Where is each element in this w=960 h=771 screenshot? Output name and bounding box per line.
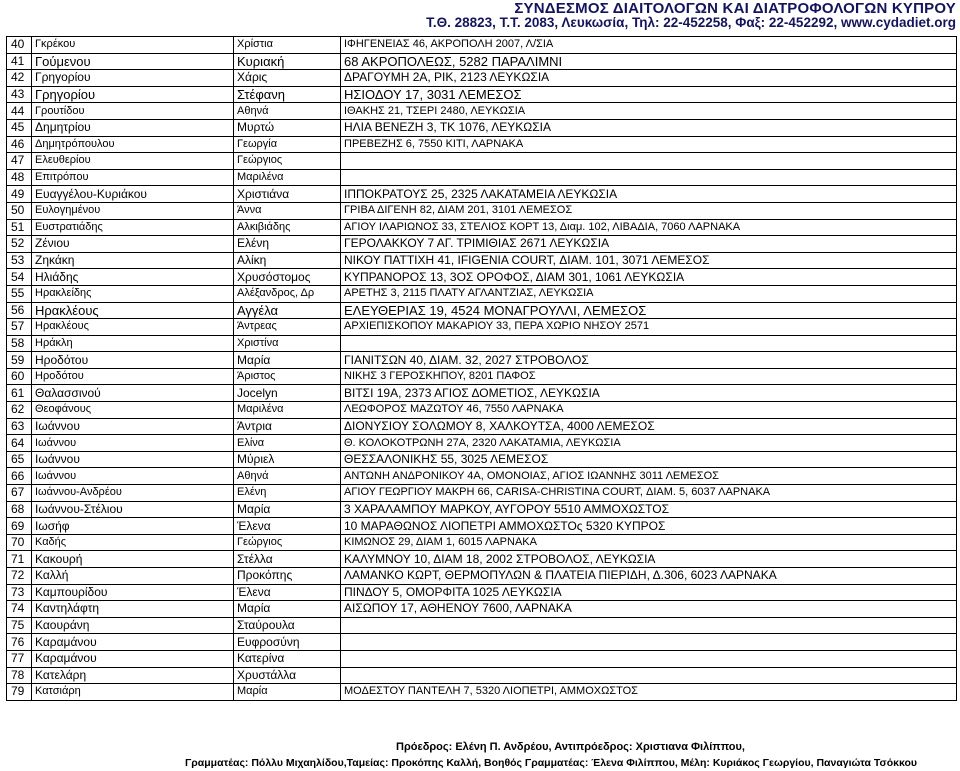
table-row	[7, 667, 957, 684]
member-surname: Ιωάννου-Ανδρέου	[32, 485, 234, 502]
table-row	[7, 650, 957, 667]
member-surname: Καντηλάφτη	[32, 601, 234, 618]
member-first-name: Ευφροσύνη	[234, 634, 341, 651]
member-first-name: Χριστιάνα	[234, 186, 341, 203]
member-address: ΛΕΩΦΟΡΟΣ ΜΑΖΩΤΟΥ 46, 7550 ΛΑΡΝΑΚΑ	[341, 402, 957, 419]
member-first-name: Μαριλένα	[234, 169, 341, 186]
member-first-name: Σταύρουλα	[234, 617, 341, 634]
member-number: 55	[7, 285, 32, 302]
member-surname: Γρηγορίου	[32, 86, 234, 103]
organization-address: Τ.Θ. 28823, Τ.Τ. 2083, Λευκωσία, Τηλ: 22-452258, Φαξ: 22-452292, www.cydadiet.org	[426, 15, 956, 30]
member-address	[341, 667, 957, 684]
member-number: 63	[7, 418, 32, 435]
member-surname: Ιωάννου-Στέλιου	[32, 501, 234, 518]
member-address: ΓΡΙΒΑ ΔΙΓΕΝΗ 82, ΔΙΑΜ 201, 3101 ΛΕΜΕΣΟΣ	[341, 202, 957, 219]
member-number: 54	[7, 269, 32, 286]
member-first-name: Αλέξανδρος, Δρ	[234, 285, 341, 302]
member-address: 10 ΜΑΡΑΘΩΝΟΣ ΛΙΟΠΕΤΡΙ ΑΜΜΟΧΩΣΤΟς 5320 ΚΥΠΡΟΣ	[341, 518, 957, 535]
member-first-name: Ελίνα	[234, 435, 341, 452]
member-first-name: Μύριελ	[234, 451, 341, 468]
member-number: 50	[7, 202, 32, 219]
table-row	[7, 136, 957, 153]
member-number: 62	[7, 402, 32, 419]
member-number: 45	[7, 119, 32, 136]
member-surname: Ηροδότου	[32, 368, 234, 385]
member-first-name: Άννα	[234, 202, 341, 219]
member-address: ΙΦΗΓΕΝΕΙΑΣ 46, ΑΚΡΟΠΟΛΗ 2007, Λ/ΣΙΑ	[341, 37, 957, 54]
member-surname: Ηρακλέους	[32, 302, 234, 319]
member-surname: Ηρακλείδης	[32, 285, 234, 302]
member-first-name: Χάρις	[234, 70, 341, 87]
member-first-name: Έλενα	[234, 518, 341, 535]
member-number: 75	[7, 617, 32, 634]
member-surname: Ελευθερίου	[32, 153, 234, 170]
member-number: 72	[7, 568, 32, 585]
member-address: ΚΑΛΥΜΝΟΥ 10, ΔΙΑΜ 18, 2002 ΣΤΡΟΒΟΛΟΣ, ΛΕΥΚΩΣΙΑ	[341, 551, 957, 568]
member-surname: Ηροδότου	[32, 352, 234, 369]
table-row	[7, 485, 957, 502]
member-surname: Ιωσήφ	[32, 518, 234, 535]
member-number: 59	[7, 352, 32, 369]
table-row	[7, 70, 957, 87]
member-address: ΝΙΚΗΣ 3 ΓΕΡΟΣΚΗΠΟΥ, 8201 ΠΑΦΟΣ	[341, 368, 957, 385]
member-surname: Ηλιάδης	[32, 269, 234, 286]
member-surname: Ζένιου	[32, 236, 234, 253]
member-number: 79	[7, 684, 32, 701]
member-surname: Καραμάνου	[32, 650, 234, 667]
member-first-name: Αθηνά	[234, 103, 341, 120]
member-surname: Καουράνη	[32, 617, 234, 634]
table-row	[7, 402, 957, 419]
member-number: 42	[7, 70, 32, 87]
member-surname: Ευλογημένου	[32, 202, 234, 219]
member-first-name: Στέφανη	[234, 86, 341, 103]
member-address: ΘΕΣΣΑΛΟΝΙΚΗΣ 55, 3025 ΛΕΜΕΣΟΣ	[341, 451, 957, 468]
table-row	[7, 186, 957, 203]
member-number: 48	[7, 169, 32, 186]
member-address: ΔΙΟΝΥΣΙΟΥ ΣΟΛΩΜΟΥ 8, ΧΑΛΚΟΥΤΣΑ, 4000 ΛΕΜΕΣΟΣ	[341, 418, 957, 435]
table-row	[7, 385, 957, 402]
member-surname: Ιωάννου	[32, 418, 234, 435]
footer-board-line-2: Γραμματέας: Πόλλυ Μιχαηλίδου,Ταμείας: Προκόπης Καλλή, Βοηθός Γραμματέας: Έλενα Φιλίππου, Μέλη: Κυριάκος Γεωργίου, Παναγιώτα Τσόκκου	[185, 757, 918, 769]
member-number: 74	[7, 601, 32, 618]
table-row	[7, 252, 957, 269]
member-address: ΑΝΤΩΝΗ ΑΝΔΡΟΝΙΚΟΥ 4Α, ΟΜΟΝΟΙΑΣ, ΑΓΙΟΣ ΙΩΑΝΝΗΣ 3011 ΛΕΜΕΣΟΣ	[341, 468, 957, 485]
member-first-name: Γεωργία	[234, 136, 341, 153]
member-address: ΜΟΔΕΣΤΟΥ ΠΑΝΤΕΛΗ 7, 5320 ΛΙΟΠΕΤΡΙ, ΑΜΜΟΧΩΣΤΟΣ	[341, 684, 957, 701]
table-row	[7, 634, 957, 651]
member-address: ΑΡΧΙΕΠΙΣΚΟΠΟΥ ΜΑΚΑΡΙΟΥ 33, ΠΕΡΑ ΧΩΡΙΟ ΝΗΣΟΥ 2571	[341, 319, 957, 336]
member-number: 65	[7, 451, 32, 468]
member-number: 52	[7, 236, 32, 253]
table-row	[7, 169, 957, 186]
table-row	[7, 368, 957, 385]
member-address: ΙΠΠΟΚΡΑΤΟΥΣ 25, 2325 ΛΑΚΑΤΑΜΕΙΑ ΛΕΥΚΩΣΙΑ	[341, 186, 957, 203]
member-number: 71	[7, 551, 32, 568]
member-first-name: Ελένη	[234, 485, 341, 502]
member-first-name: Άριστος	[234, 368, 341, 385]
member-first-name: Γεώργιος	[234, 153, 341, 170]
member-surname: Γρουτίδου	[32, 103, 234, 120]
member-number: 68	[7, 501, 32, 518]
table-row	[7, 451, 957, 468]
member-number: 40	[7, 37, 32, 54]
member-address: ΓΕΡΟΛΑΚΚΟΥ 7 ΑΓ. ΤΡΙΜΙΘΙΑΣ 2671 ΛΕΥΚΩΣΙΑ	[341, 236, 957, 253]
table-row	[7, 37, 957, 54]
member-address: 3 ΧΑΡΑΛΑΜΠΟΥ ΜΑΡΚΟΥ, ΑΥΓΟΡΟΥ 5510 ΑΜΜΟΧΩΣΤΟΣ	[341, 501, 957, 518]
member-number: 60	[7, 368, 32, 385]
member-surname: Ζηκάκη	[32, 252, 234, 269]
member-address	[341, 617, 957, 634]
member-address: ΔΡΑΓΟΥΜΗ 2Α, ΡΙΚ, 2123 ΛΕΥΚΩΣΙΑ	[341, 70, 957, 87]
member-surname: Γκρέκου	[32, 37, 234, 54]
member-address: ΒΙΤΣΙ 19Α, 2373 ΑΓΙΟΣ ΔΟΜΕΤΙΟΣ, ΛΕΥΚΩΣΙΑ	[341, 385, 957, 402]
member-first-name: Χρυσόστομος	[234, 269, 341, 286]
member-number: 41	[7, 53, 32, 70]
member-address	[341, 335, 957, 352]
member-address: 68 ΑΚΡΟΠΟΛΕΩΣ, 5282 ΠΑΡΑΛΙΜΝΙ	[341, 53, 957, 70]
member-number: 47	[7, 153, 32, 170]
table-row	[7, 119, 957, 136]
table-row	[7, 103, 957, 120]
table-row	[7, 551, 957, 568]
member-address	[341, 169, 957, 186]
member-address: ΙΘΑΚΗΣ 21, ΤΣΕΡΙ 2480, ΛΕΥΚΩΣΙΑ	[341, 103, 957, 120]
table-row	[7, 584, 957, 601]
member-first-name: Αλίκη	[234, 252, 341, 269]
member-first-name: Προκόπης	[234, 568, 341, 585]
member-address: ΑΡΕΤΗΣ 3, 2115 ΠΛΑΤΥ ΑΓΛΑΝΤΖΙΑΣ, ΛΕΥΚΩΣΙΑ	[341, 285, 957, 302]
member-number: 70	[7, 534, 32, 551]
table-row	[7, 418, 957, 435]
member-number: 67	[7, 485, 32, 502]
member-number: 44	[7, 103, 32, 120]
table-row	[7, 202, 957, 219]
member-first-name: Μαρία	[234, 501, 341, 518]
member-number: 73	[7, 584, 32, 601]
member-first-name: Στέλλα	[234, 551, 341, 568]
member-address	[341, 650, 957, 667]
table-row	[7, 501, 957, 518]
table-row	[7, 518, 957, 535]
table-row	[7, 153, 957, 170]
member-address: ΚΙΜΩΝΟΣ 29, ΔΙΑΜ 1, 6015 ΛΑΡΝΑΚΑ	[341, 534, 957, 551]
member-number: 46	[7, 136, 32, 153]
member-surname: Δημητρόπουλου	[32, 136, 234, 153]
member-number: 56	[7, 302, 32, 319]
member-number: 69	[7, 518, 32, 535]
member-surname: Ηράκλη	[32, 335, 234, 352]
member-first-name: Αλκιβιάδης	[234, 219, 341, 236]
member-first-name: Χρίστια	[234, 37, 341, 54]
member-number: 76	[7, 634, 32, 651]
member-surname: Καλλή	[32, 568, 234, 585]
member-address: ΑΙΣΩΠΟΥ 17, ΑΘΗΕΝΟΥ 7600, ΛΑΡΝΑΚΑ	[341, 601, 957, 618]
member-surname: Κακουρή	[32, 551, 234, 568]
member-number: 61	[7, 385, 32, 402]
member-surname: Γρηγορίου	[32, 70, 234, 87]
members-table	[6, 36, 957, 701]
table-row	[7, 53, 957, 70]
table-row	[7, 86, 957, 103]
member-number: 77	[7, 650, 32, 667]
member-number: 43	[7, 86, 32, 103]
member-address: ΚΥΠΡΑΝΟΡΟΣ 13, 3ΟΣ ΟΡΟΦΟΣ, ΔΙΑΜ 301, 1061 ΛΕΥΚΩΣΙΑ	[341, 269, 957, 286]
member-address: ΠΡΕΒΕΖΗΣ 6, 7550 ΚΙΤΙ, ΛΑΡΝΑΚΑ	[341, 136, 957, 153]
table-row	[7, 285, 957, 302]
table-row	[7, 435, 957, 452]
member-first-name: Άντρεας	[234, 319, 341, 336]
member-number: 66	[7, 468, 32, 485]
member-first-name: Αθηνά	[234, 468, 341, 485]
member-number: 49	[7, 186, 32, 203]
table-row	[7, 534, 957, 551]
member-first-name: Μαριλένα	[234, 402, 341, 419]
member-surname: Ιωάννου	[32, 435, 234, 452]
member-address: ΑΓΙΟΥ ΙΛΑΡΙΩΝΟΣ 33, ΣΤΕΛΙΟΣ ΚΟΡΤ 13, Διαμ. 102, ΛΙΒΑΔΙΑ, 7060 ΛΑΡΝΑΚΑ	[341, 219, 957, 236]
member-first-name: Ελένη	[234, 236, 341, 253]
table-row	[7, 319, 957, 336]
table-row	[7, 568, 957, 585]
member-first-name: Μαρία	[234, 684, 341, 701]
member-first-name: Μυρτώ	[234, 119, 341, 136]
organization-name: ΣΥΝΔΕΣΜΟΣ ΔΙΑΙΤΟΛΟΓΩΝ ΚΑΙ ΔΙΑΤΡΟΦΟΛΟΓΩΝ ΚΥΠΡΟΥ	[514, 0, 956, 17]
table-row	[7, 335, 957, 352]
member-address: ΝΙΚΟΥ ΠΑΤΤΙΧΗ 41, IFIGENIA COURT, ΔΙΑΜ. 101, 3071 ΛΕΜΕΣΟΣ	[341, 252, 957, 269]
member-address: ΓΙΑΝΙΤΣΩΝ 40, ΔΙΑΜ. 32, 2027 ΣΤΡΟΒΟΛΟΣ	[341, 352, 957, 369]
table-row	[7, 684, 957, 701]
table-row	[7, 468, 957, 485]
table-row	[7, 236, 957, 253]
table-row	[7, 352, 957, 369]
member-surname: Θαλασσινού	[32, 385, 234, 402]
member-surname: Ευστρατιάδης	[32, 219, 234, 236]
member-address	[341, 634, 957, 651]
member-surname: Γούμενου	[32, 53, 234, 70]
member-first-name: Κατερίνα	[234, 650, 341, 667]
member-address: ΗΣΙΟΔΟΥ 17, 3031 ΛΕΜΕΣΟΣ	[341, 86, 957, 103]
member-number: 64	[7, 435, 32, 452]
member-address: ΠΙΝΔΟΥ 5, ΟΜΟΡΦΙΤΑ 1025 ΛΕΥΚΩΣΙΑ	[341, 584, 957, 601]
table-row	[7, 302, 957, 319]
member-first-name: Μαρία	[234, 352, 341, 369]
member-number: 53	[7, 252, 32, 269]
member-address	[341, 153, 957, 170]
member-address: Θ. ΚΟΛΟΚΟΤΡΩΝΗ 27Α, 2320 ΛΑΚΑΤΑΜΙΑ, ΛΕΥΚΩΣΙΑ	[341, 435, 957, 452]
member-surname: Ιωάννου	[32, 468, 234, 485]
table-row	[7, 269, 957, 286]
member-address: ΕΛΕΥΘΕΡΙΑΣ 19, 4524 ΜΟΝΑΓΡΟΥΛΛΙ, ΛΕΜΕΣΟΣ	[341, 302, 957, 319]
member-first-name: Μαρία	[234, 601, 341, 618]
table-row	[7, 219, 957, 236]
member-number: 57	[7, 319, 32, 336]
member-number: 51	[7, 219, 32, 236]
member-address: ΛΑΜΑΝΚΟ ΚΩΡΤ, ΘΕΡΜΟΠΥΛΩΝ & ΠΛΑΤΕΙΑ ΠΙΕΡΙΔΗ, Δ.306, 6023 ΛΑΡΝΑΚΑ	[341, 568, 957, 585]
member-first-name: Γεώργιος	[234, 534, 341, 551]
member-first-name: Jocelyn	[234, 385, 341, 402]
member-surname: Καμπουρίδου	[32, 584, 234, 601]
member-surname: Κατελάρη	[32, 667, 234, 684]
member-surname: Καραμάνου	[32, 634, 234, 651]
member-first-name: Χριστίνα	[234, 335, 341, 352]
member-first-name: Αγγέλα	[234, 302, 341, 319]
table-row	[7, 601, 957, 618]
member-first-name: Κυριακή	[234, 53, 341, 70]
member-surname: Θεοφάνους	[32, 402, 234, 419]
member-surname: Ηρακλέους	[32, 319, 234, 336]
member-surname: Καδής	[32, 534, 234, 551]
member-surname: Επιτρόπου	[32, 169, 234, 186]
member-surname: Ευαγγέλου-Κυριάκου	[32, 186, 234, 203]
member-address: ΑΓΙΟΥ ΓΕΩΡΓΙΟΥ ΜΑΚΡΗ 66, CARISA-CHRISTINA COURT, ΔΙΑΜ. 5, 6037 ΛΑΡΝΑΚΑ	[341, 485, 957, 502]
member-number: 58	[7, 335, 32, 352]
member-first-name: Έλενα	[234, 584, 341, 601]
member-first-name: Χρυστάλλα	[234, 667, 341, 684]
member-address: ΗΛΙΑ ΒΕΝΕΖΗ 3, ΤΚ 1076, ΛΕΥΚΩΣΙΑ	[341, 119, 957, 136]
member-first-name: Άντρια	[234, 418, 341, 435]
table-row	[7, 617, 957, 634]
footer-board-line-1: Πρόεδρος: Ελένη Π. Ανδρέου, Αντιπρόεδρος: Χριστιανα Φιλίππου,	[396, 741, 745, 753]
member-surname: Δημητρίου	[32, 119, 234, 136]
member-number: 78	[7, 667, 32, 684]
member-surname: Ιωάννου	[32, 451, 234, 468]
member-surname: Κατσιάρη	[32, 684, 234, 701]
